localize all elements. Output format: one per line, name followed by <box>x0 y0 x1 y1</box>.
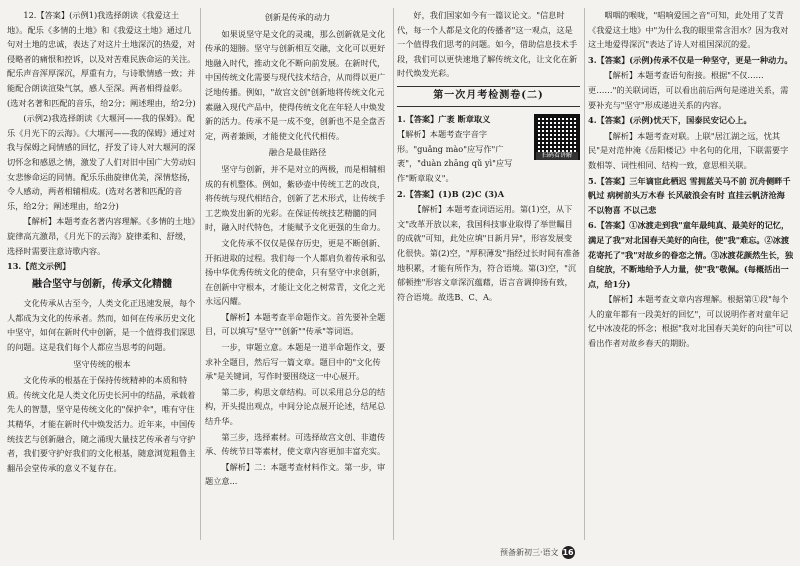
essay-subtitle-2: 创新是传承的动力 <box>264 12 331 22</box>
page-footer <box>500 546 575 559</box>
analysis-step-3: 第三步，选择素材。可选择故宫文创、非遗传承、传统节日等素材，使文章内容更加丰富充实。 <box>205 431 386 457</box>
footer-label: 预备新初三·语文 <box>500 548 559 557</box>
section-banner: 第一次月考检测卷(二) <box>397 86 580 107</box>
answer-4-analysis: 【解析】本题考查对联。上联"居江湖之远，忧其民"是对范仲淹《岳阳楼记》中名句的化用，下联需要字数相等、词性相同、结构一致，意思相关联。 <box>588 130 789 170</box>
essay-title: 融合坚守与创新，传承文化精髓 <box>32 278 172 290</box>
essay-analysis: 【解析】本题考查半命题作文。首先要补全题目，可以填写"坚守""创新""传承"等词语。 <box>205 311 386 337</box>
essay-paragraph-2: 如果说坚守是文化的灵魂，那么创新就是文化传承的翅膀。坚守与创新相互交融，文化可以更好地融入时代，推动文化不断向前发展。在新时代，中国传统文化需要与现代技术结合，从而得以更广泛地传播。例如，"故宫文创"创新地将传统文化元素融入现代产品中，使得传统文化在年轻人中焕发新的活力。传承不是一成不变，创新也不是全盘否定，两者兼顾，才能使文化代代相传。 <box>205 28 386 141</box>
essay-paragraph-1: 文化传承的根基在于保持传统精神的本质和特质。传统文化是人类文化历史长河中的结晶，承载着先人的智慧，坚守是传统文化的"保护伞"，唯有守住其精华，才能在新时代中焕发活力。近年来，中国传统技艺与创新融合，随之涌现大量技艺传承者与守护者，我们要守护好我们的文化根基，随意浏览粗鲁主翻吊会堂传承的意义不复存在。 <box>7 375 196 473</box>
analysis-2: 【解析】二：本题考查材料作文。第一步，审题立意... <box>205 461 386 487</box>
answer-1: 1.【答案】广袤 断章取义 <box>397 113 491 124</box>
answer-3: 3.【答案】(示例)传承不仅是一种坚守，更是一种动力。 <box>588 54 793 65</box>
qr-code[interactable] <box>534 114 580 160</box>
qr-label: 扫码看讲解 <box>536 152 578 160</box>
column-divider <box>584 8 585 540</box>
answer-2: 2.【答案】(1)B (2)C (3)A <box>397 188 505 199</box>
answer-3-analysis: 【解析】本题考查语句衔接。根据"不仅……更……"的关联词语，可以看出前后两句是递进关系，需要补充与"坚守"形成递进关系的内容。 <box>588 70 789 110</box>
column-4 <box>588 8 794 540</box>
essay-paragraph-3: 坚守与创新，并不是对立的两极，而是相辅相成的有机整体。例如，紫砂壶中传统工艺的改良，将传统与现代相结合，创新了艺术形式，让传统手工艺焕发出新的光彩。在保证传统技艺精髓的同时，融入时代特色，才能赋予文化更强的生命力。 <box>205 163 386 233</box>
answer-2-continued: 咽咽的喉咙，"唱响爱国之音"可知，此处用了艾青《我爱这土地》中"为什么我的眼里常含泪水？因为我对这土地爱得深沉"表达了诗人对祖国深沉的爱。 <box>588 10 789 50</box>
column-divider <box>200 8 201 540</box>
answer-6-analysis: 【解析】本题考查文章内容理解。根据第①段"每个人的童年都有一段美好的回忆"，可以说明作者对童年记忆中冰凌花的怀念；根据"我对北国春天美好的向往"可以看出作者对故乡春天的期盼。 <box>588 294 793 349</box>
essay-subtitle-3: 融合是最佳路径 <box>268 147 327 158</box>
answer-2-analysis: 【解析】本题考查词语运用。第(1)空，从下文"改革开放以来，我国科技事业取得了举世瞩目的成就"可知，此处应填"日新月异"，形容发展变化很快。第(2)空，"厚积薄发"指经过长时间有准备地积累，才能有所作为，符合语境。第(3)空，"沉郁顿挫"形容文章深沉蕴藉，语言音调抑扬有致，符合语境。故选B、C、A。 <box>397 204 580 302</box>
analysis-step-1: 一步，审题立意。本题是一道半命题作文，要求补全题目，然后写一篇文章。题目中的"文化传承"是关键词，写作时要围绕这一中心展开。 <box>205 342 386 382</box>
answer-13-heading: 13.【范文示例】 <box>7 261 71 272</box>
column-3 <box>397 8 580 540</box>
answer-1-analysis: 【解析】本题考查字音字形。"guǎng mào"应写作"广袤"，"duàn zhāng qǔ yì"应写作"断章取义"。 <box>397 129 513 183</box>
essay-continuation: 好，我们国家如今有一篇议论文。"信息时代，每一个人都是文化的传播者"这一观点，这是一个值得我们思考的问题。如今，借助信息技术手段，我们可以更快速地了解传统文化，让文化在新时代焕发光彩。 <box>397 10 578 79</box>
answer-4: 4.【答案】(示例)忧天下，国泰民安记心上。 <box>588 115 752 126</box>
answer-12-example-1: 12.【答案】(示例1)我选择朗读《我爱这土地》。配乐《多情的土地》和《我爱这土地》通过几句对土地的忠诚，表达了对这片土地深沉的热爱，对侵略者的痛恨和控诉，以及对苦难民族命运的关注。配乐声音浑厚深沉，厚重有力，与诗歌情感一致；并能配合朗读渲染气氛，感人至深。两者相得益彰。(选对名著和匹配的音乐，给2分；阐述理由，给2分) <box>7 10 196 108</box>
essay-intro: 文化传承从古至今，人类文化正迅速发展，每个人都成为文化的传承者。然而，如何在传承历史文化中坚守，如何在新时代中创新，是一个值得我们深思的问题。这是我们每个人都应当思考的问题。 <box>7 298 196 353</box>
answer-6: 6.【答案】①冰渡走到我"童年最纯真、最美好的记忆，满足了我"对北国春天美好的向往，使"我"难忘。②冰渡花寄托了"我"对故乡的眷恋之情。③冰渡花颜然生长，独自绽放，不断地给予人力量，使"我"敬佩。(每概括出一点，给1分) <box>588 220 794 289</box>
column-1 <box>7 8 197 540</box>
column-2 <box>205 8 390 540</box>
page-number: 16 <box>562 548 574 557</box>
answer-12-analysis: 【解析】本题考查名著内容理解。《多情的土地》旋律高亢激昂，《月光下的云海》旋律柔和、舒缓，选择时需要注意诗歌内容。 <box>7 216 196 256</box>
answer-12-example-2: (示例2)我选择朗读《大堰河——我的保姆》。配乐《月光下的云海》。《大堰河——我的保姆》通过对我与保姆之间情感的回忆，抒发了诗人对大堰河的深切怀念和感恩之情，激发了人们对旧中国广大劳动妇女悲惨命运的同情。配乐乐曲旋律优美，深情悠扬，令人感动，两者相辅相成。(选对名著和匹配的音乐，给2分；阐述理由，给2分) <box>7 113 196 211</box>
column-divider <box>393 8 394 540</box>
answer-5: 5.【答案】三年谪宦此栖迟 雪拥蓝关马不前 沉舟侧畔千帆过 病树前头万木春 长风破浪会有时 直挂云帆济沧海 不以物喜 不以己悲 <box>588 175 791 215</box>
analysis-step-2: 第二步，构思文章结构。可以采用总分总的结构，开头提出观点，中间分论点展开论述，结尾总结升华。 <box>205 386 386 427</box>
essay-conclusion: 文化传承不仅仅是保存历史，更是不断创新、开拓进取的过程。我们每一个人都肩负着传承和弘扬中华优秀传统文化的使命，只有坚守中求创新，在创新中守根本，才能让文化之树常青，文化之光永远闪耀。 <box>205 237 386 307</box>
essay-subtitle-1: 坚守传统的根本 <box>73 358 131 369</box>
